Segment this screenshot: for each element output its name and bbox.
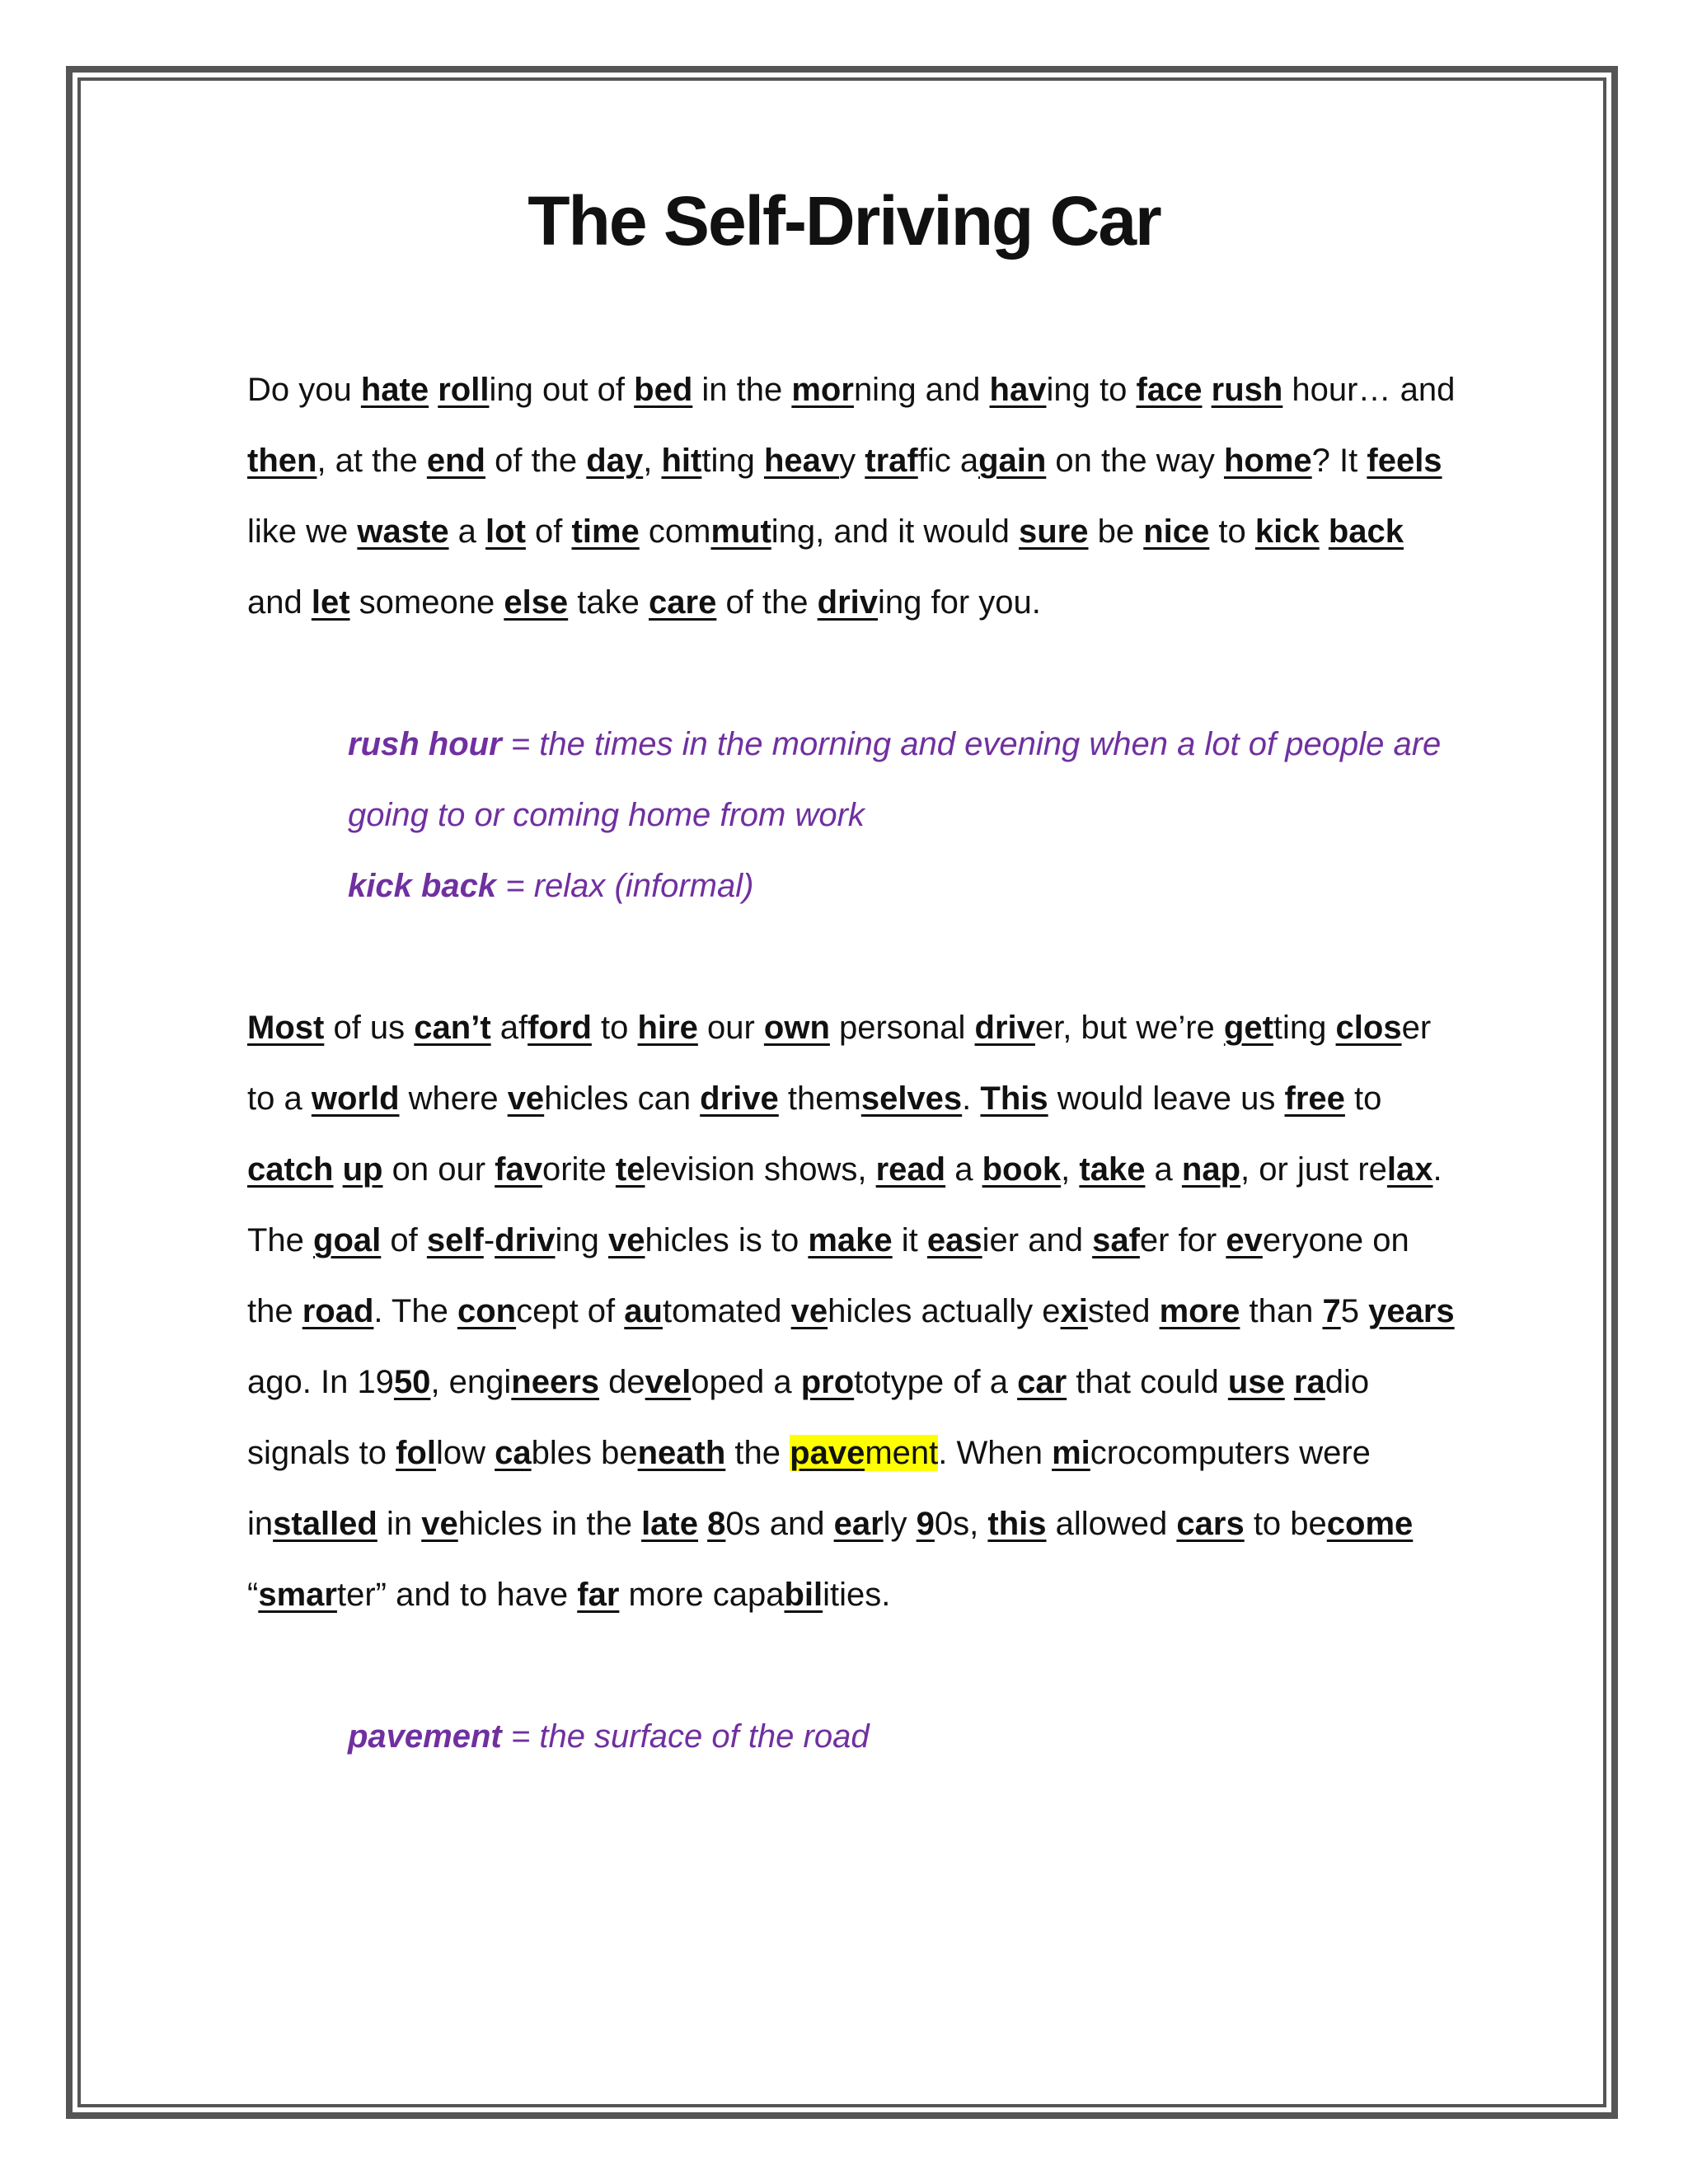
text-run: of the	[716, 584, 818, 621]
stressed-syllable: late	[641, 1506, 698, 1542]
stressed-syllable: mi	[1052, 1435, 1090, 1471]
stressed-syllable: driv	[495, 1222, 556, 1258]
text-run: would leave us	[1048, 1080, 1276, 1117]
glossary-entry	[348, 851, 1459, 921]
stressed-syllable: hav	[989, 372, 1047, 408]
stressed-syllable: free	[1284, 1080, 1345, 1117]
text-run: sted	[1087, 1293, 1160, 1329]
stressed-syllable: more	[1159, 1293, 1240, 1329]
glossary-definition: = the surface of the road	[501, 1718, 870, 1755]
stressed-syllable: can’t	[414, 1010, 491, 1046]
glossary-entry	[348, 709, 1459, 851]
stressed-syllable: traf	[865, 443, 918, 479]
text-run: .	[962, 1080, 981, 1117]
text-run: hicles in the	[457, 1506, 642, 1542]
text-run: levision shows,	[645, 1151, 876, 1188]
stressed-syllable: ve	[421, 1506, 458, 1542]
stressed-syllable: ve	[608, 1222, 645, 1258]
text-run: .	[1432, 1151, 1442, 1188]
stressed-syllable: smar	[258, 1577, 337, 1613]
stressed-syllable: years	[1368, 1293, 1455, 1329]
text-run: of	[525, 513, 572, 550]
text-run: or just re	[1250, 1151, 1387, 1188]
stressed-syllable: cars	[1176, 1506, 1245, 1542]
text-run	[698, 1506, 707, 1542]
stressed-syllable: au	[624, 1293, 663, 1329]
stressed-syllable: heav	[763, 443, 840, 479]
glossary-block	[247, 1701, 1459, 1772]
stressed-syllable: this	[987, 1506, 1047, 1542]
stressed-syllable: 7	[1322, 1293, 1341, 1329]
stressed-syllable: bed	[634, 372, 693, 408]
text-run: more capa	[619, 1577, 785, 1613]
stressed-syllable: driv	[817, 584, 879, 621]
stressed-syllable: make	[808, 1222, 893, 1258]
stressed-syllable: Most	[247, 1010, 325, 1046]
stressed-syllable: get	[1223, 1010, 1273, 1046]
text-run: on our	[382, 1151, 495, 1188]
text-run: it	[892, 1222, 927, 1258]
text-run: -	[483, 1222, 495, 1258]
text-run: ing for you.	[878, 584, 1041, 621]
stressed-syllable: ev	[1226, 1222, 1263, 1258]
stressed-syllable: else	[504, 584, 569, 621]
stressed-syllable: vel	[645, 1364, 692, 1400]
stressed-syllable: 50	[393, 1364, 431, 1400]
text-run: that could	[1067, 1364, 1219, 1400]
text-run: com	[639, 513, 711, 550]
paragraph	[247, 354, 1459, 638]
text-run: where	[399, 1080, 508, 1117]
stressed-syllable: own	[763, 1010, 830, 1046]
stressed-syllable: ca	[495, 1435, 532, 1471]
glossary-definition: = the times in the morning and evening when a lot of people are going to or coming home from work	[348, 726, 1442, 833]
glossary-term: kick back	[348, 868, 497, 904]
stressed-syllable: drive	[700, 1080, 779, 1117]
stressed-syllable: then	[247, 443, 317, 479]
text-run	[1275, 1080, 1284, 1117]
text-run: like we	[247, 513, 358, 550]
stressed-syllable: 9	[916, 1506, 935, 1542]
text-run: tomated	[662, 1293, 791, 1329]
text-run	[1313, 1293, 1322, 1329]
text-run	[1219, 1364, 1228, 1400]
stressed-syllable: use	[1227, 1364, 1285, 1400]
stressed-syllable: eas	[926, 1222, 982, 1258]
text-run: . When	[938, 1435, 1043, 1471]
stressed-syllable: saf	[1092, 1222, 1140, 1258]
stressed-syllable: read	[875, 1151, 946, 1188]
text-run: of us	[324, 1010, 415, 1046]
text-run	[429, 372, 438, 408]
stressed-syllable: face	[1136, 372, 1203, 408]
text-run: er for	[1139, 1222, 1226, 1258]
stressed-syllable: ve	[507, 1080, 545, 1117]
stressed-syllable: nice	[1143, 513, 1210, 550]
stressed-syllable: gain	[978, 443, 1047, 479]
text-run: ning and	[853, 372, 990, 408]
text-run: ago. In 19	[247, 1364, 394, 1400]
glossary-definition: = relax (informal)	[496, 868, 754, 904]
text-run: our	[697, 1010, 764, 1046]
text-run: in	[377, 1506, 422, 1542]
stressed-syllable: neers	[511, 1364, 600, 1400]
stressed-syllable: hit	[661, 443, 702, 479]
stressed-syllable: nap	[1181, 1151, 1241, 1188]
stressed-syllable: sure	[1019, 513, 1089, 550]
text-run: totype of a	[854, 1364, 1018, 1400]
text-run: and	[247, 584, 312, 621]
stressed-syllable: roll	[438, 372, 490, 408]
text-run: ing, and it would	[771, 513, 1010, 550]
text-run: ter” and to have	[336, 1577, 578, 1613]
stressed-syllable: selves	[860, 1080, 963, 1117]
text-run: hicles can	[544, 1080, 701, 1117]
text-run: someone	[349, 584, 504, 621]
text-run: ing out of	[489, 372, 635, 408]
glossary-term: rush hour	[348, 726, 502, 762]
text-run: ly	[883, 1506, 917, 1542]
text-run: “	[247, 1577, 259, 1613]
text-run: cept of	[516, 1293, 625, 1329]
text-run: a	[945, 1151, 982, 1188]
stressed-syllable: back	[1328, 513, 1404, 550]
text-run: eryone	[1262, 1222, 1364, 1258]
text-run: y	[839, 443, 865, 479]
stressed-syllable: time	[571, 513, 640, 550]
text-run: of the	[485, 443, 587, 479]
stressed-syllable: pro	[800, 1364, 855, 1400]
text-run: to	[591, 1010, 638, 1046]
stressed-syllable: lot	[485, 513, 526, 550]
stressed-syllable: rush	[1211, 372, 1283, 408]
text-run	[1203, 372, 1212, 408]
text-run: The	[247, 1222, 314, 1258]
text-run: to	[1344, 1080, 1382, 1117]
stressed-syllable: far	[577, 1577, 620, 1613]
text-run: to be	[1244, 1506, 1327, 1542]
stressed-syllable: clos	[1335, 1010, 1402, 1046]
text-run	[978, 1506, 987, 1542]
text-run: 5	[1340, 1293, 1369, 1329]
stressed-syllable: care	[649, 584, 717, 621]
glossary-entry	[348, 1701, 1459, 1772]
stressed-syllable: take	[1079, 1151, 1146, 1188]
stressed-syllable: lax	[1386, 1151, 1433, 1188]
text-run: ing to	[1046, 372, 1137, 408]
document-body	[247, 354, 1459, 1772]
stressed-syllable: ford	[528, 1010, 592, 1046]
stressed-syllable: car	[1017, 1364, 1067, 1400]
stressed-syllable: up	[342, 1151, 383, 1188]
glossary-block	[247, 709, 1459, 921]
stressed-syllable: stalled	[273, 1506, 377, 1542]
text-run: oped a	[691, 1364, 801, 1400]
text-run: er, but we’re	[1034, 1010, 1224, 1046]
text-run	[334, 1151, 343, 1188]
stressed-syllable: book	[982, 1151, 1062, 1188]
stressed-syllable: self	[426, 1222, 484, 1258]
text-run: ? It	[1311, 443, 1367, 479]
stressed-syllable: This	[980, 1080, 1048, 1117]
stressed-syllable: road	[302, 1293, 374, 1329]
text-run: ting	[701, 443, 764, 479]
text-run: on the	[1046, 443, 1147, 479]
text-run: on the	[247, 1222, 1409, 1329]
stressed-syllable: fol	[396, 1435, 436, 1471]
text-run: ,	[1061, 1151, 1080, 1188]
text-run: af	[490, 1010, 528, 1046]
stressed-syllable: mor	[791, 372, 854, 408]
text-run	[1320, 513, 1329, 550]
stressed-syllable: fav	[495, 1151, 542, 1188]
text-run: personal	[829, 1010, 975, 1046]
text-run: take	[568, 584, 649, 621]
text-run: a	[1145, 1151, 1182, 1188]
stressed-syllable: mut	[710, 513, 771, 550]
paragraph	[247, 1205, 1459, 1630]
text-run: hicles is to	[645, 1222, 809, 1258]
text-run: de	[599, 1364, 645, 1400]
text-run: ,	[1240, 1151, 1250, 1188]
text-run: allowed	[1046, 1506, 1177, 1542]
text-run: them	[778, 1080, 861, 1117]
stressed-syllable: bil	[784, 1577, 823, 1613]
stressed-syllable: con	[457, 1293, 517, 1329]
text-run: to	[1209, 513, 1255, 550]
stressed-syllable: feels	[1367, 443, 1442, 479]
text-run: crocomputers were in	[247, 1435, 1371, 1542]
text-run: hicles actually e	[828, 1293, 1061, 1329]
text-run: 0s and	[725, 1506, 834, 1542]
paragraph	[247, 992, 1459, 1205]
text-run: ting	[1273, 1010, 1327, 1046]
text-run: , at the	[316, 443, 427, 479]
text-run: . The	[373, 1293, 457, 1329]
text-run: way	[1146, 443, 1224, 479]
text-run: bles be	[531, 1435, 638, 1471]
stressed-syllable: catch	[247, 1151, 334, 1188]
stressed-syllable: neath	[637, 1435, 726, 1471]
stressed-syllable: come	[1326, 1506, 1414, 1542]
stressed-syllable: ear	[833, 1506, 884, 1542]
text-run: the	[725, 1435, 790, 1471]
text-run	[1285, 1364, 1294, 1400]
text-run: orite	[542, 1151, 616, 1188]
highlighted-stressed-syllable: pave	[790, 1435, 865, 1471]
stressed-syllable: 8	[707, 1506, 726, 1542]
text-run: be	[1088, 513, 1144, 550]
text-run: fic a	[917, 443, 979, 479]
stressed-syllable: waste	[357, 513, 449, 550]
stressed-syllable: kick	[1254, 513, 1320, 550]
text-run: ities.	[823, 1577, 891, 1613]
text-run: ,	[643, 443, 662, 479]
stressed-syllable: xi	[1060, 1293, 1088, 1329]
text-run: hour… and	[1282, 372, 1456, 408]
text-run	[1010, 513, 1019, 550]
text-run: ier and	[982, 1222, 1093, 1258]
page-title: The Self-Driving Car	[528, 182, 1160, 260]
text-run: ing	[555, 1222, 608, 1258]
stressed-syllable: home	[1223, 443, 1312, 479]
stressed-syllable: hire	[637, 1010, 698, 1046]
text-run: of	[381, 1222, 427, 1258]
text-run	[1326, 1010, 1335, 1046]
stressed-syllable: te	[615, 1151, 645, 1188]
text-run: , engi	[430, 1364, 512, 1400]
stressed-syllable: let	[311, 584, 350, 621]
stressed-syllable: world	[311, 1080, 400, 1117]
text-run: 0s,	[934, 1506, 979, 1542]
stressed-syllable: hate	[360, 372, 429, 408]
stressed-syllable: goal	[313, 1222, 382, 1258]
stressed-syllable: end	[426, 443, 485, 479]
stressed-syllable: day	[586, 443, 644, 479]
stressed-syllable: ve	[790, 1293, 828, 1329]
text-run: a	[448, 513, 486, 550]
text-run	[1043, 1435, 1052, 1471]
text-run: in the	[692, 372, 792, 408]
text-run: dio signals to	[247, 1364, 1370, 1471]
text-run: er to a	[247, 1010, 1432, 1117]
text-run: low	[435, 1435, 495, 1471]
text-run: Do you	[247, 372, 361, 408]
stressed-syllable: driv	[974, 1010, 1035, 1046]
glossary-term: pavement	[348, 1718, 502, 1755]
stressed-syllable: ra	[1293, 1364, 1325, 1400]
highlighted-text: ment	[865, 1435, 939, 1471]
text-run: than	[1240, 1293, 1314, 1329]
